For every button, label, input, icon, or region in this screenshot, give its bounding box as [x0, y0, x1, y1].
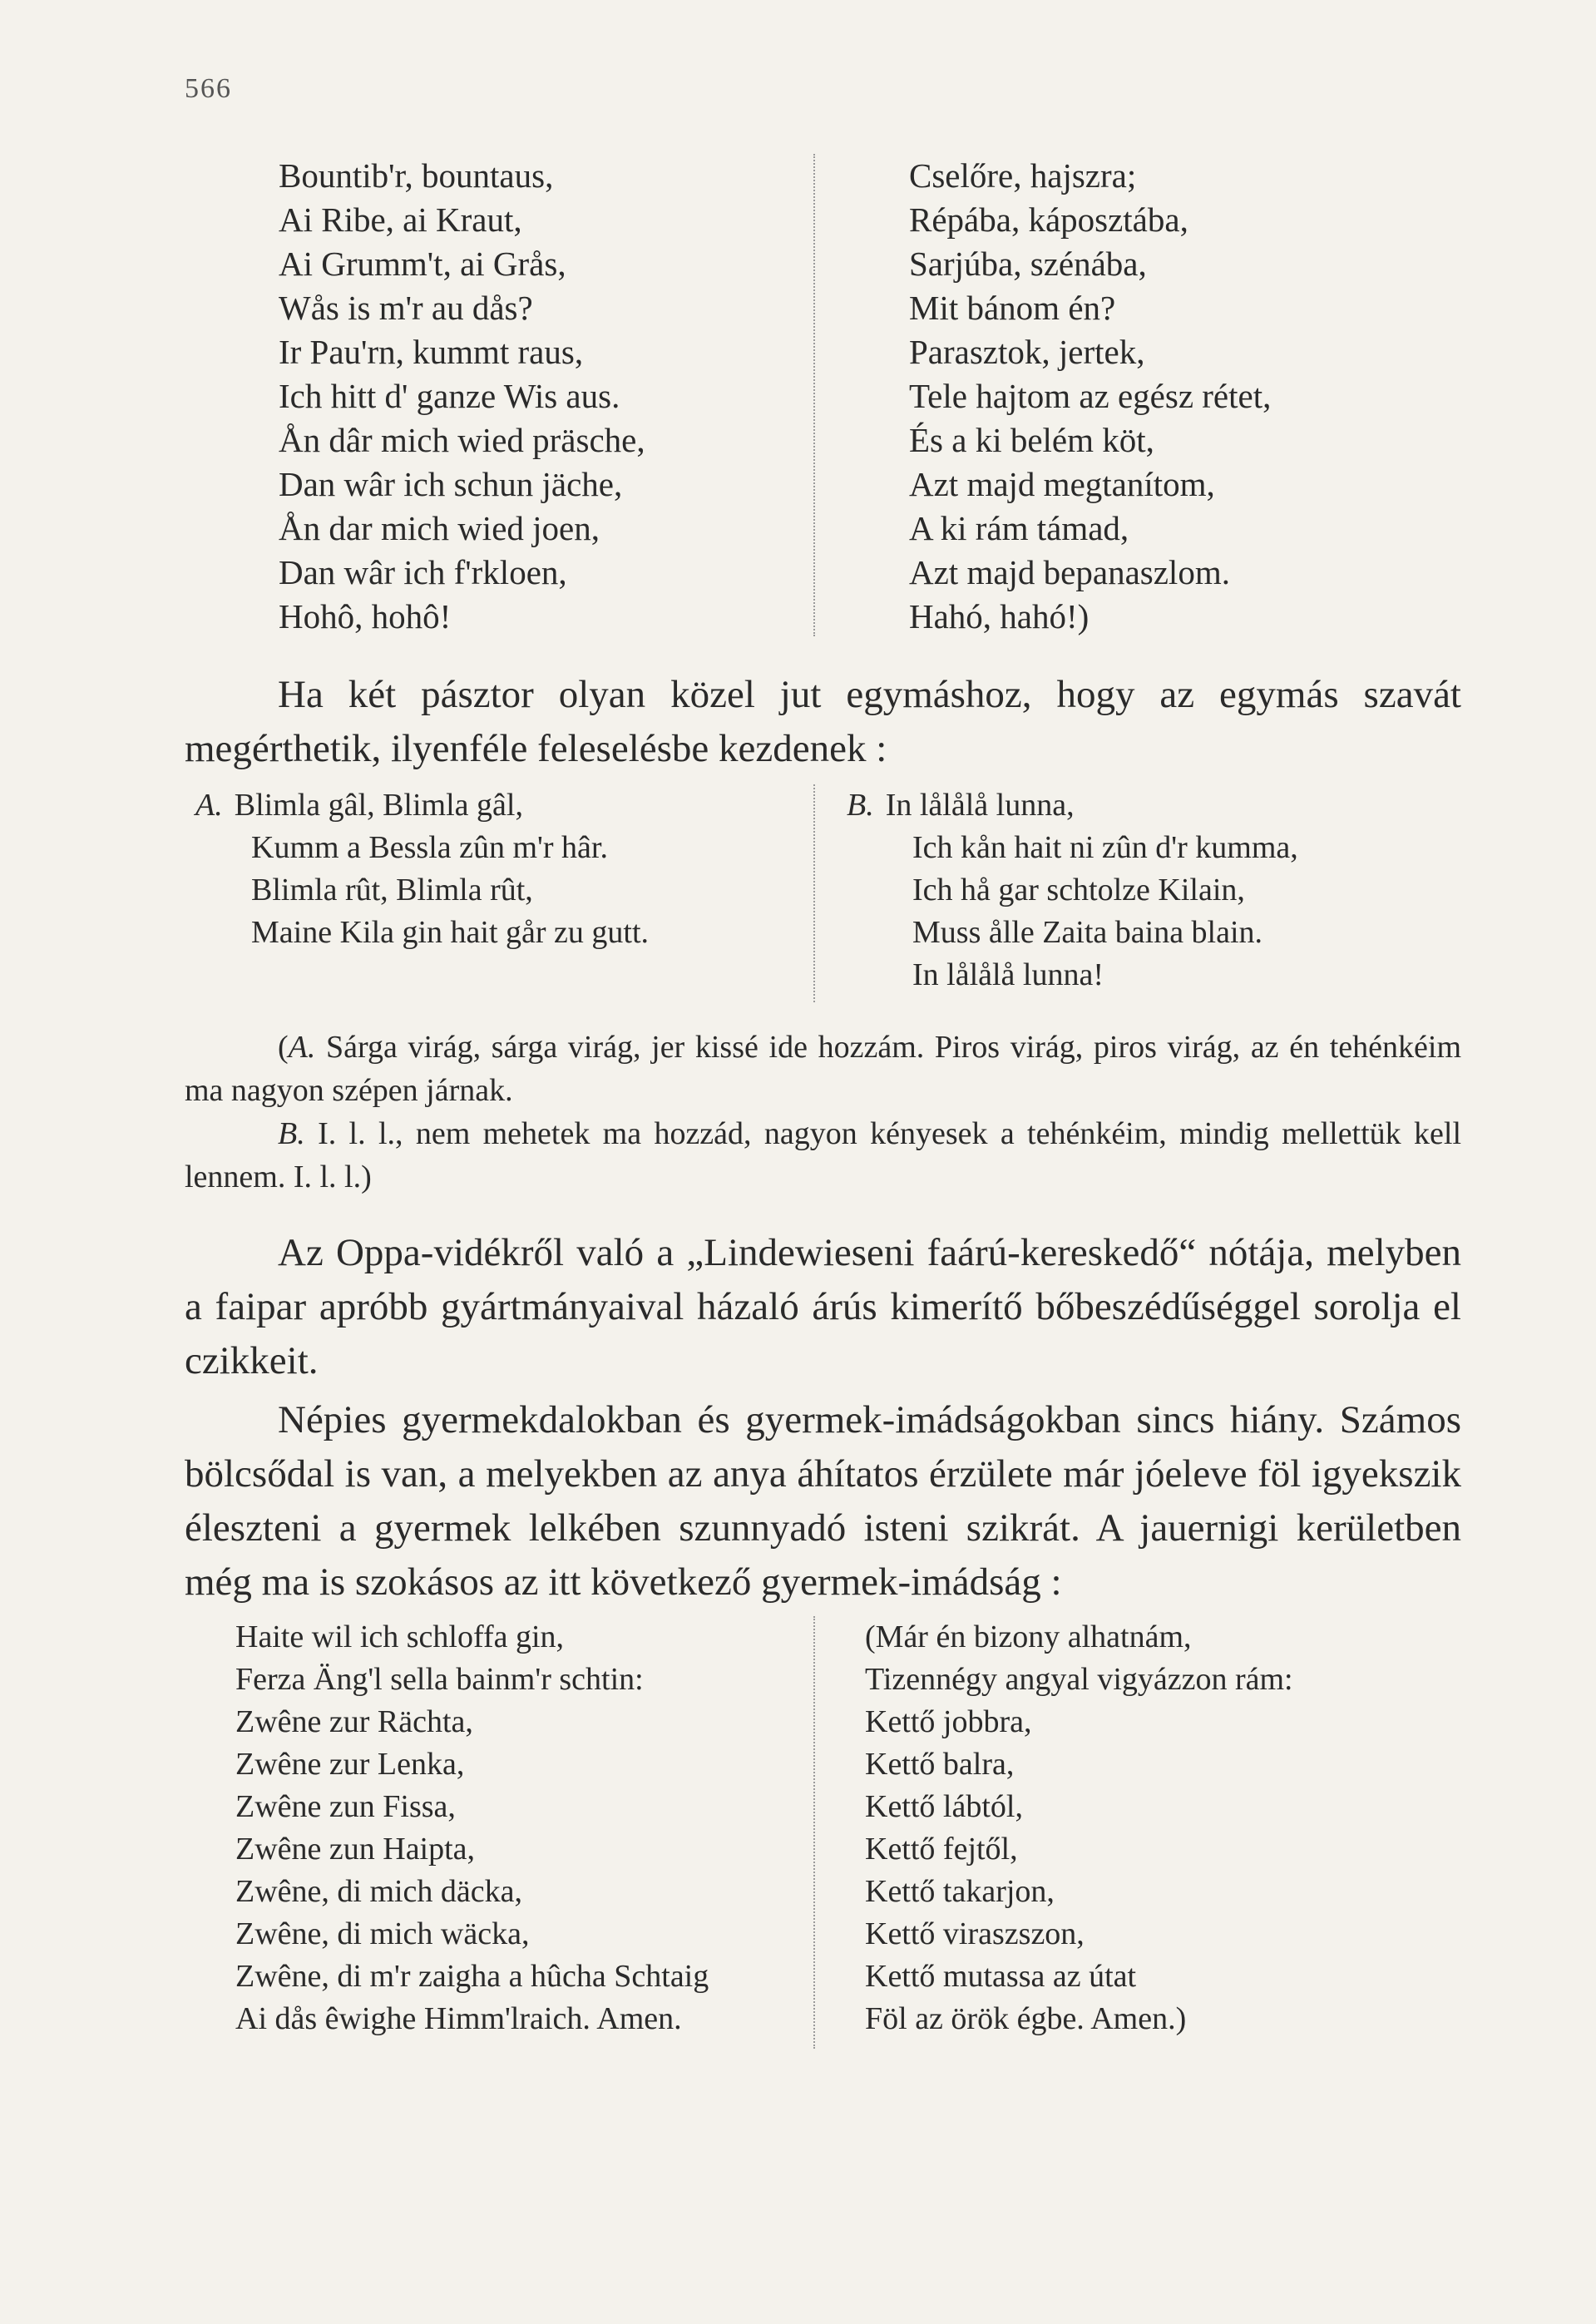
verse-line: Bountib'r, bountaus,: [279, 156, 554, 195]
verse-line: Zwêne zur Rächta,: [235, 1704, 473, 1739]
verse-line: Zwêne, di mich däcka,: [235, 1874, 523, 1909]
dialog-a-column: [195, 784, 649, 954]
paragraph-oppa: [185, 1226, 1461, 1388]
verse-line: Hahó, hahó!): [909, 597, 1090, 635]
verse-line: Kettő fejtől,: [865, 1832, 1018, 1867]
verse-line: Zwêne, di mich wäcka,: [235, 1916, 530, 1951]
verse-line: Parasztok, jertek,: [909, 333, 1145, 371]
verse-line: Kettő jobbra,: [865, 1704, 1032, 1739]
dialog-divider: [813, 784, 815, 1002]
verse-line: Zwêne, di m'r zaigha a hûcha Schtaig: [235, 1959, 709, 1994]
verse-line: Ai dås êwighe Himm'lraich. Amen.: [235, 2001, 682, 2036]
verse-line: Répába, káposztába,: [909, 200, 1188, 239]
verse-line: (Már én bizony alhatnám,: [865, 1619, 1192, 1654]
dialog-b-line: B. In lålålå lunna,: [847, 788, 1075, 823]
dialog-a-line: Kumm a Bessla zûn m'r hâr.: [251, 830, 608, 865]
translation-a-speaker: A.: [288, 1030, 316, 1065]
verse-line: Cselőre, hajszra;: [909, 156, 1137, 195]
translation-b: B. I. l. l., nem mehetek ma hozzád, nagyon kényesek a tehénkéim, mindig mellettük kell lennem. I. l. l.): [185, 1116, 1461, 1194]
verse1-german-column: [279, 154, 645, 639]
verse-line: Tele hajtom az egész rétet,: [909, 377, 1272, 415]
verse1-hungarian-column: [909, 154, 1271, 639]
dialog-b-line: Ich hå gar schtolze Kilain,: [912, 873, 1245, 907]
verse-line: Haite wil ich schloffa gin,: [235, 1619, 565, 1654]
verse-line: Sarjúba, szénába,: [909, 245, 1147, 283]
verse-line: Ich hitt d' ganze Wis aus.: [279, 377, 620, 415]
verse-line: Ai Ribe, ai Kraut,: [279, 200, 522, 239]
verse-line: Tizennégy angyal vigyázzon rám:: [865, 1662, 1293, 1697]
dialog-b-line: Ich kån hait ni zûn d'r kumma,: [912, 830, 1298, 865]
verse-line: Föl az örök égbe. Amen.): [865, 2001, 1187, 2036]
verse-line: Kettő mutassa az útat: [865, 1959, 1137, 1994]
verse-line: Kettő balra,: [865, 1747, 1015, 1782]
prayer-hungarian-column: [865, 1616, 1293, 2040]
verse-line: Kettő takarjon,: [865, 1874, 1055, 1909]
translation-a: (A. Sárga virág, sárga virág, jer kissé ide hozzám. Piros virág, piros virág, az én tehénkéim ma nagyon szépen járnak.: [185, 1030, 1462, 1108]
verse-line: Ir Pau'rn, kummt raus,: [279, 333, 584, 371]
paragraph-prayers: [185, 1393, 1461, 1609]
verse-line: Ai Grumm't, ai Grås,: [279, 245, 566, 283]
paragraph-prayers-text: Népies gyermekdalokban és gyermek-imádságokban sincs hiány. Számos bölcsődal is van, a melyekben az anya áhítatos érzülete már jóeleve föl igyekszik éleszteni a gyermek lelkében szunnyadó isteni szikrát. A jauernigi kerületben még ma is szokásos az itt következő gyermek-imádság :: [185, 1398, 1461, 1604]
dialog-translation: [185, 1026, 1461, 1199]
dialog-a-line: Blimla rût, Blimla rût,: [251, 873, 533, 907]
verse-line: Azt majd bepanaszlom.: [909, 553, 1230, 591]
paragraph-shepherds: [185, 668, 1461, 776]
dialog-a-line: Maine Kila gin hait går zu gutt.: [251, 915, 650, 950]
dialog-b-line: Muss ålle Zaita baina blain.: [912, 915, 1263, 950]
page-number: 566: [185, 73, 232, 104]
verse-line: Zwêne zun Haipta,: [235, 1832, 476, 1867]
translation-b-speaker: B.: [278, 1116, 305, 1151]
prayer-german-column: [235, 1616, 709, 2040]
dialog-a-line: A. Blimla gâl, Blimla gâl,: [195, 788, 523, 823]
verse-line: Ferza Äng'l sella bainm'r schtin:: [235, 1662, 644, 1697]
verse-line: Wås is m'r au dås?: [279, 289, 533, 327]
verse-line: Zwêne zun Fissa,: [235, 1789, 456, 1824]
speaker-b-label: B.: [847, 788, 874, 823]
dialog-b-line: In lålålå lunna!: [912, 957, 1104, 992]
paragraph-shepherds-text: Ha két pásztor olyan közel jut egymáshoz, hogy az egymás szavát megérthetik, ilyenféle feleselésbe kezdenek :: [185, 673, 1461, 770]
verse-line: Mit bánom én?: [909, 289, 1116, 327]
speaker-a-label: A.: [195, 788, 223, 823]
verse-line: A ki rám támad,: [909, 509, 1129, 547]
verse-line: Hohô, hohô!: [279, 597, 452, 635]
prayer-divider: [813, 1616, 815, 2049]
paragraph-oppa-text: Az Oppa-vidékről való a „Lindewieseni faárú-kereskedő“ nótája, melyben a faipar apróbb gyártmányaival házaló árús kimerítő bőbeszédűséggel sorolja el czikkeit.: [185, 1231, 1461, 1382]
verse-line: Kettő lábtól,: [865, 1789, 1023, 1824]
verse-line: Azt majd megtanítom,: [909, 465, 1215, 503]
verse-line: Dan wâr ich f'rkloen,: [279, 553, 567, 591]
verse-line: Zwêne zur Lenka,: [235, 1747, 465, 1782]
verse-line: Ån dar mich wied joen,: [279, 509, 600, 547]
verse1-divider: [813, 154, 815, 636]
verse-line: Dan wâr ich schun jäche,: [279, 465, 623, 503]
verse-line: Kettő viraszszon,: [865, 1916, 1085, 1951]
verse-line: Ån dâr mich wied präsche,: [279, 421, 645, 459]
verse-line: És a ki belém köt,: [909, 421, 1154, 459]
dialog-b-column: [847, 784, 1298, 996]
